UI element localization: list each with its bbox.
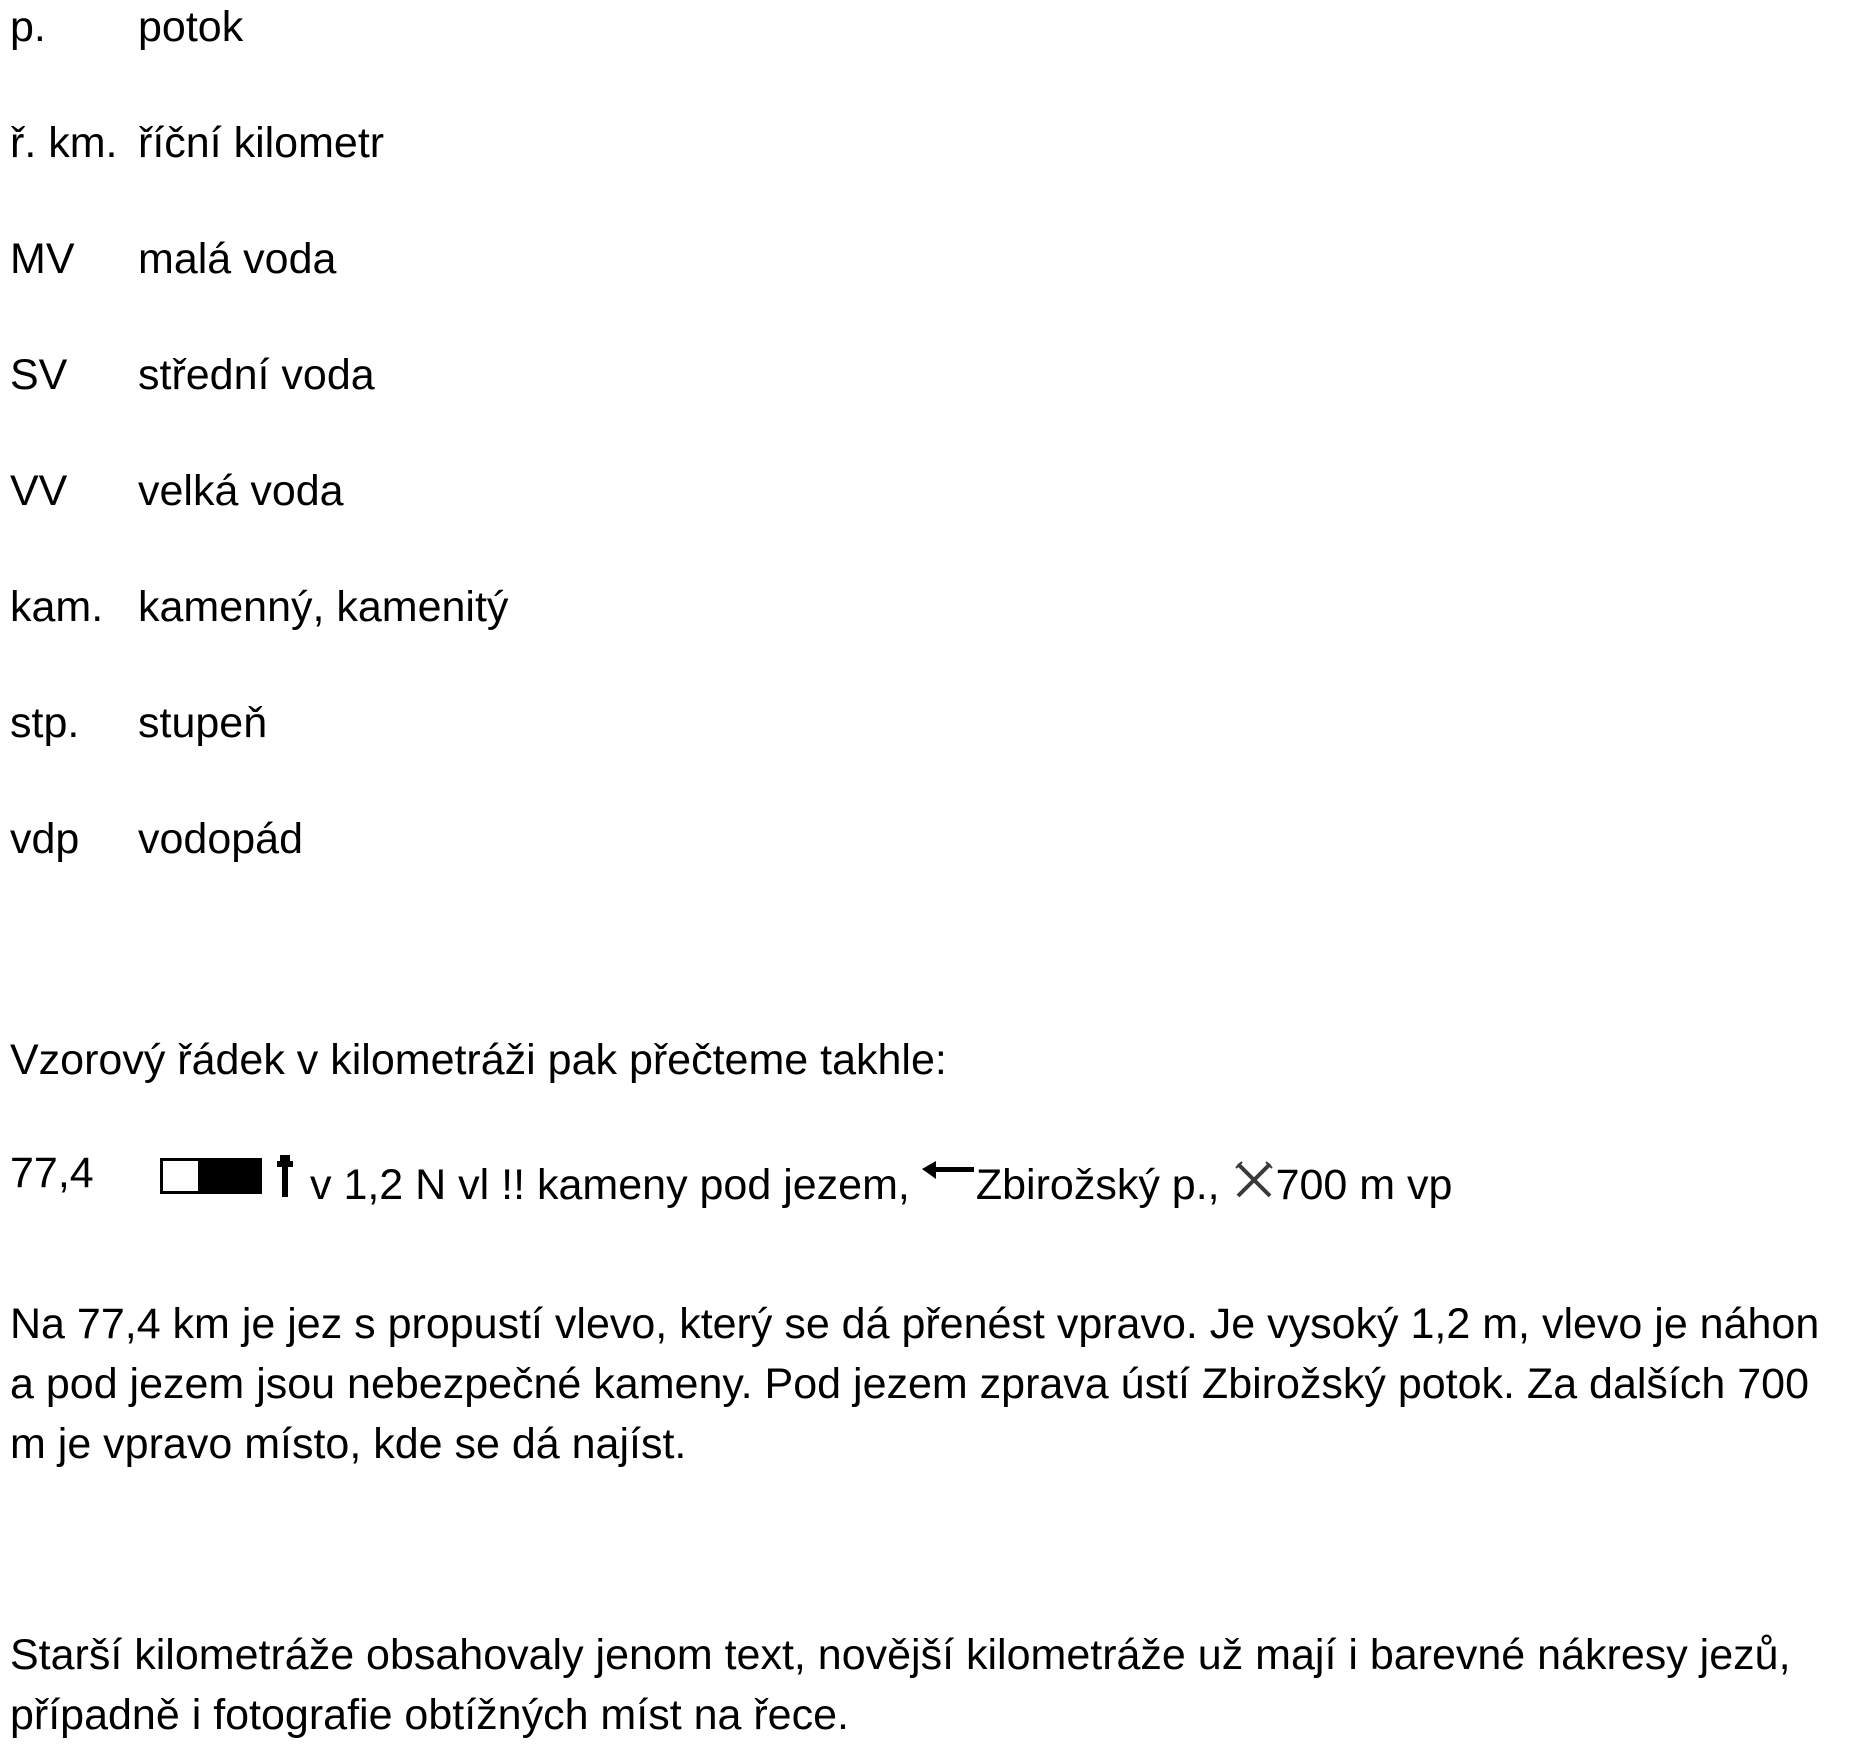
portage-icon <box>274 1155 296 1197</box>
weir-with-sluice-icon <box>160 1158 262 1194</box>
food-place-icon <box>1234 1160 1274 1200</box>
sample-segment-1: v 1,2 N vl !! kameny pod jezem, <box>310 1161 910 1209</box>
sample-segment-2: Zbirožský p., <box>975 1161 1220 1209</box>
sample-line <box>10 1148 1855 1218</box>
abbreviation-term: MV <box>10 235 75 283</box>
abbreviation-term: VV <box>10 467 68 515</box>
abbreviation-row <box>10 118 384 178</box>
abbreviation-row <box>10 698 267 758</box>
abbreviation-row <box>10 814 303 874</box>
abbreviation-row <box>10 466 344 526</box>
abbreviation-row <box>10 350 375 410</box>
abbreviation-definition: velká voda <box>138 467 344 515</box>
abbreviation-term: SV <box>10 351 68 399</box>
sample-intro: Vzorový řádek v kilometráži pak přečteme takhle: <box>10 1036 947 1084</box>
explanation-paragraph: Na 77,4 km je jez s propustí vlevo, který se dá přenést vpravo. Je vysoký 1,2 m, vlevo je náhon a pod jezem jsou nebezpečné kameny. Pod jezem zprava ústí Zbirožský potok. Za dalších 700 m je vpravo místo, kde se dá najíst. <box>10 1300 1820 1468</box>
sample-line-content <box>160 1160 1452 1212</box>
abbreviation-term: p. <box>10 3 46 51</box>
abbreviation-term: ř. km. <box>10 119 118 167</box>
abbreviation-definition: potok <box>138 3 244 51</box>
abbreviation-definition: stupeň <box>138 699 268 747</box>
sample-km: 77,4 <box>10 1149 94 1197</box>
tributary-arrow-icon <box>922 1159 974 1189</box>
abbreviation-definition: říční kilometr <box>138 119 385 167</box>
abbreviation-term: kam. <box>10 583 104 631</box>
abbreviation-row <box>10 2 243 62</box>
abbreviation-definition: vodopád <box>138 815 303 863</box>
abbreviation-term: vdp <box>10 815 80 863</box>
abbreviation-row <box>10 234 336 294</box>
abbreviation-definition: malá voda <box>138 235 337 283</box>
abbreviation-term: stp. <box>10 699 80 747</box>
abbreviation-definition: střední voda <box>138 351 375 399</box>
closing-paragraph: Starší kilometráže obsahovaly jenom text, novější kilometráže už mají i barevné nákresy jezů, případně i fotografie obtížných míst na řece. <box>10 1631 1791 1739</box>
abbreviation-definition: kamenný, kamenitý <box>138 583 509 631</box>
abbreviation-row <box>10 582 508 642</box>
sample-segment-3: 700 m vp <box>1275 1161 1453 1209</box>
